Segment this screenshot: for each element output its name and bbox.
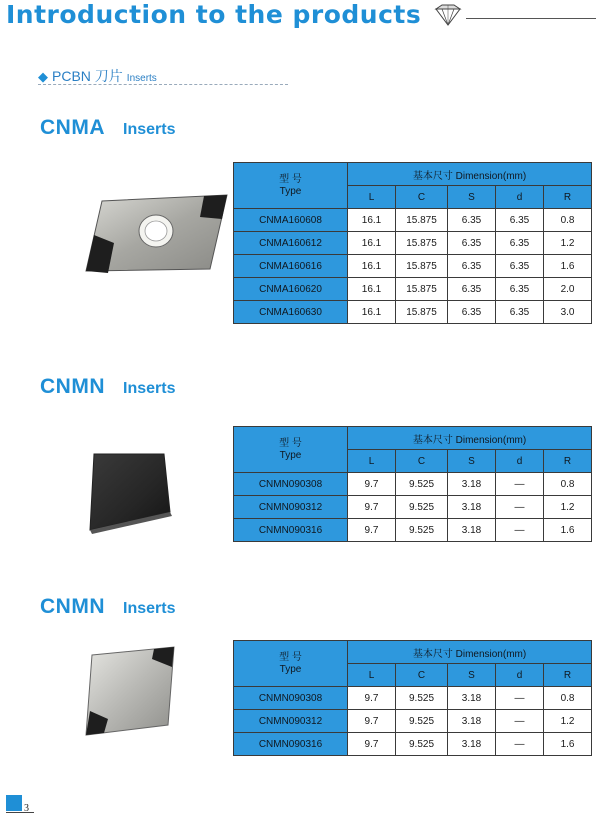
row-l: 9.7 bbox=[348, 710, 396, 733]
table-row bbox=[234, 255, 592, 278]
section-code: CNMN bbox=[40, 375, 105, 398]
table-row bbox=[234, 301, 592, 324]
table-row bbox=[234, 710, 592, 733]
row-r: 1.6 bbox=[544, 255, 592, 278]
type-header-cn: 型 号 bbox=[279, 173, 302, 185]
diamond-bullet-icon: ◆ bbox=[38, 69, 48, 84]
row-s: 6.35 bbox=[448, 255, 496, 278]
row-r: 1.6 bbox=[544, 519, 592, 542]
row-c: 9.525 bbox=[396, 473, 448, 496]
page-marker-square bbox=[6, 795, 22, 811]
row-l: 9.7 bbox=[348, 496, 396, 519]
row-s: 3.18 bbox=[448, 733, 496, 756]
col-header-c: C bbox=[396, 186, 448, 209]
col-header-c: C bbox=[396, 664, 448, 687]
row-r: 1.2 bbox=[544, 232, 592, 255]
dimension-header: 基本尺寸 Dimension(mm) bbox=[348, 427, 592, 450]
row-c: 15.875 bbox=[396, 278, 448, 301]
type-header bbox=[234, 641, 348, 687]
row-c: 9.525 bbox=[396, 710, 448, 733]
dimension-header: 基本尺寸 Dimension(mm) bbox=[348, 641, 592, 664]
type-header bbox=[234, 163, 348, 209]
row-type: CNMA160620 bbox=[234, 278, 348, 301]
cnma-insert-image bbox=[82, 193, 232, 278]
row-type: CNMA160608 bbox=[234, 209, 348, 232]
row-s: 6.35 bbox=[448, 209, 496, 232]
row-type: CNMA160616 bbox=[234, 255, 348, 278]
page-number: 3 bbox=[24, 803, 29, 814]
cnmn-spec-table-1 bbox=[233, 426, 592, 542]
row-type: CNMA160612 bbox=[234, 232, 348, 255]
row-c: 15.875 bbox=[396, 255, 448, 278]
table-row bbox=[234, 733, 592, 756]
row-c: 9.525 bbox=[396, 733, 448, 756]
col-header-r: R bbox=[544, 186, 592, 209]
col-header-s: S bbox=[448, 186, 496, 209]
cnmn-spec-table-2 bbox=[233, 640, 592, 756]
type-header-en: Type bbox=[279, 185, 302, 197]
cnma-spec-table bbox=[233, 162, 592, 324]
row-c: 15.875 bbox=[396, 209, 448, 232]
row-r: 0.8 bbox=[544, 687, 592, 710]
row-d: 6.35 bbox=[496, 209, 544, 232]
type-header-en: Type bbox=[279, 663, 302, 675]
col-header-c: C bbox=[396, 450, 448, 473]
row-l: 9.7 bbox=[348, 519, 396, 542]
row-l: 16.1 bbox=[348, 209, 396, 232]
row-l: 16.1 bbox=[348, 301, 396, 324]
cnmn-black-insert-image bbox=[86, 452, 196, 534]
row-type: CNMN090312 bbox=[234, 710, 348, 733]
row-d: 6.35 bbox=[496, 255, 544, 278]
row-d: — bbox=[496, 496, 544, 519]
section-title-cnma bbox=[40, 116, 175, 140]
row-d: — bbox=[496, 519, 544, 542]
row-r: 1.2 bbox=[544, 710, 592, 733]
row-type: CNMN090316 bbox=[234, 733, 348, 756]
diamond-logo-icon bbox=[432, 3, 464, 27]
dimension-header: 基本尺寸 Dimension(mm) bbox=[348, 163, 592, 186]
table-row bbox=[234, 496, 592, 519]
row-l: 9.7 bbox=[348, 687, 396, 710]
header-rule bbox=[466, 18, 596, 19]
row-s: 3.18 bbox=[448, 473, 496, 496]
table-row bbox=[234, 232, 592, 255]
row-d: — bbox=[496, 710, 544, 733]
row-c: 9.525 bbox=[396, 687, 448, 710]
row-s: 3.18 bbox=[448, 496, 496, 519]
row-l: 9.7 bbox=[348, 473, 396, 496]
row-type: CNMN090308 bbox=[234, 473, 348, 496]
col-header-l: L bbox=[348, 664, 396, 687]
section-word: Inserts bbox=[123, 380, 176, 397]
row-s: 6.35 bbox=[448, 232, 496, 255]
subheading-rule bbox=[38, 84, 288, 85]
row-s: 3.18 bbox=[448, 710, 496, 733]
row-type: CNMN090308 bbox=[234, 687, 348, 710]
col-header-l: L bbox=[348, 186, 396, 209]
row-l: 16.1 bbox=[348, 255, 396, 278]
section-code: CNMN bbox=[40, 595, 105, 618]
type-header-en: Type bbox=[279, 449, 302, 461]
row-d: 6.35 bbox=[496, 232, 544, 255]
row-s: 6.35 bbox=[448, 301, 496, 324]
row-s: 3.18 bbox=[448, 687, 496, 710]
section-title-cnmn-2 bbox=[40, 595, 175, 619]
col-header-l: L bbox=[348, 450, 396, 473]
col-header-s: S bbox=[448, 450, 496, 473]
row-type: CNMN090316 bbox=[234, 519, 348, 542]
row-l: 16.1 bbox=[348, 232, 396, 255]
table-row bbox=[234, 278, 592, 301]
section-word: Inserts bbox=[123, 600, 176, 617]
row-r: 0.8 bbox=[544, 473, 592, 496]
col-header-r: R bbox=[544, 664, 592, 687]
subheading-label: PCBN 刀片 bbox=[52, 68, 123, 84]
row-s: 6.35 bbox=[448, 278, 496, 301]
row-c: 9.525 bbox=[396, 519, 448, 542]
row-d: — bbox=[496, 687, 544, 710]
row-c: 15.875 bbox=[396, 232, 448, 255]
col-header-r: R bbox=[544, 450, 592, 473]
row-d: — bbox=[496, 473, 544, 496]
row-r: 1.2 bbox=[544, 496, 592, 519]
row-d: — bbox=[496, 733, 544, 756]
type-header-cn: 型 号 bbox=[279, 651, 302, 663]
row-r: 1.6 bbox=[544, 733, 592, 756]
row-d: 6.35 bbox=[496, 301, 544, 324]
page-title: Introduction to the products bbox=[6, 0, 422, 29]
subheading-small: Inserts bbox=[126, 73, 157, 84]
row-s: 3.18 bbox=[448, 519, 496, 542]
row-l: 9.7 bbox=[348, 733, 396, 756]
table-row bbox=[234, 687, 592, 710]
col-header-s: S bbox=[448, 664, 496, 687]
section-code: CNMA bbox=[40, 116, 105, 139]
row-r: 3.0 bbox=[544, 301, 592, 324]
row-l: 16.1 bbox=[348, 278, 396, 301]
row-c: 9.525 bbox=[396, 496, 448, 519]
row-type: CNMN090312 bbox=[234, 496, 348, 519]
col-header-d: d bbox=[496, 664, 544, 687]
row-r: 0.8 bbox=[544, 209, 592, 232]
row-r: 2.0 bbox=[544, 278, 592, 301]
section-title-cnmn-1 bbox=[40, 375, 175, 399]
section-word: Inserts bbox=[123, 121, 176, 138]
type-header bbox=[234, 427, 348, 473]
table-row bbox=[234, 519, 592, 542]
subheading bbox=[38, 66, 157, 86]
row-type: CNMA160630 bbox=[234, 301, 348, 324]
type-header-cn: 型 号 bbox=[279, 437, 302, 449]
table-row bbox=[234, 473, 592, 496]
row-d: 6.35 bbox=[496, 278, 544, 301]
col-header-d: d bbox=[496, 186, 544, 209]
cnmn-grey-insert-image bbox=[82, 645, 182, 737]
col-header-d: d bbox=[496, 450, 544, 473]
page-marker-rule bbox=[6, 812, 34, 813]
table-row bbox=[234, 209, 592, 232]
row-c: 15.875 bbox=[396, 301, 448, 324]
